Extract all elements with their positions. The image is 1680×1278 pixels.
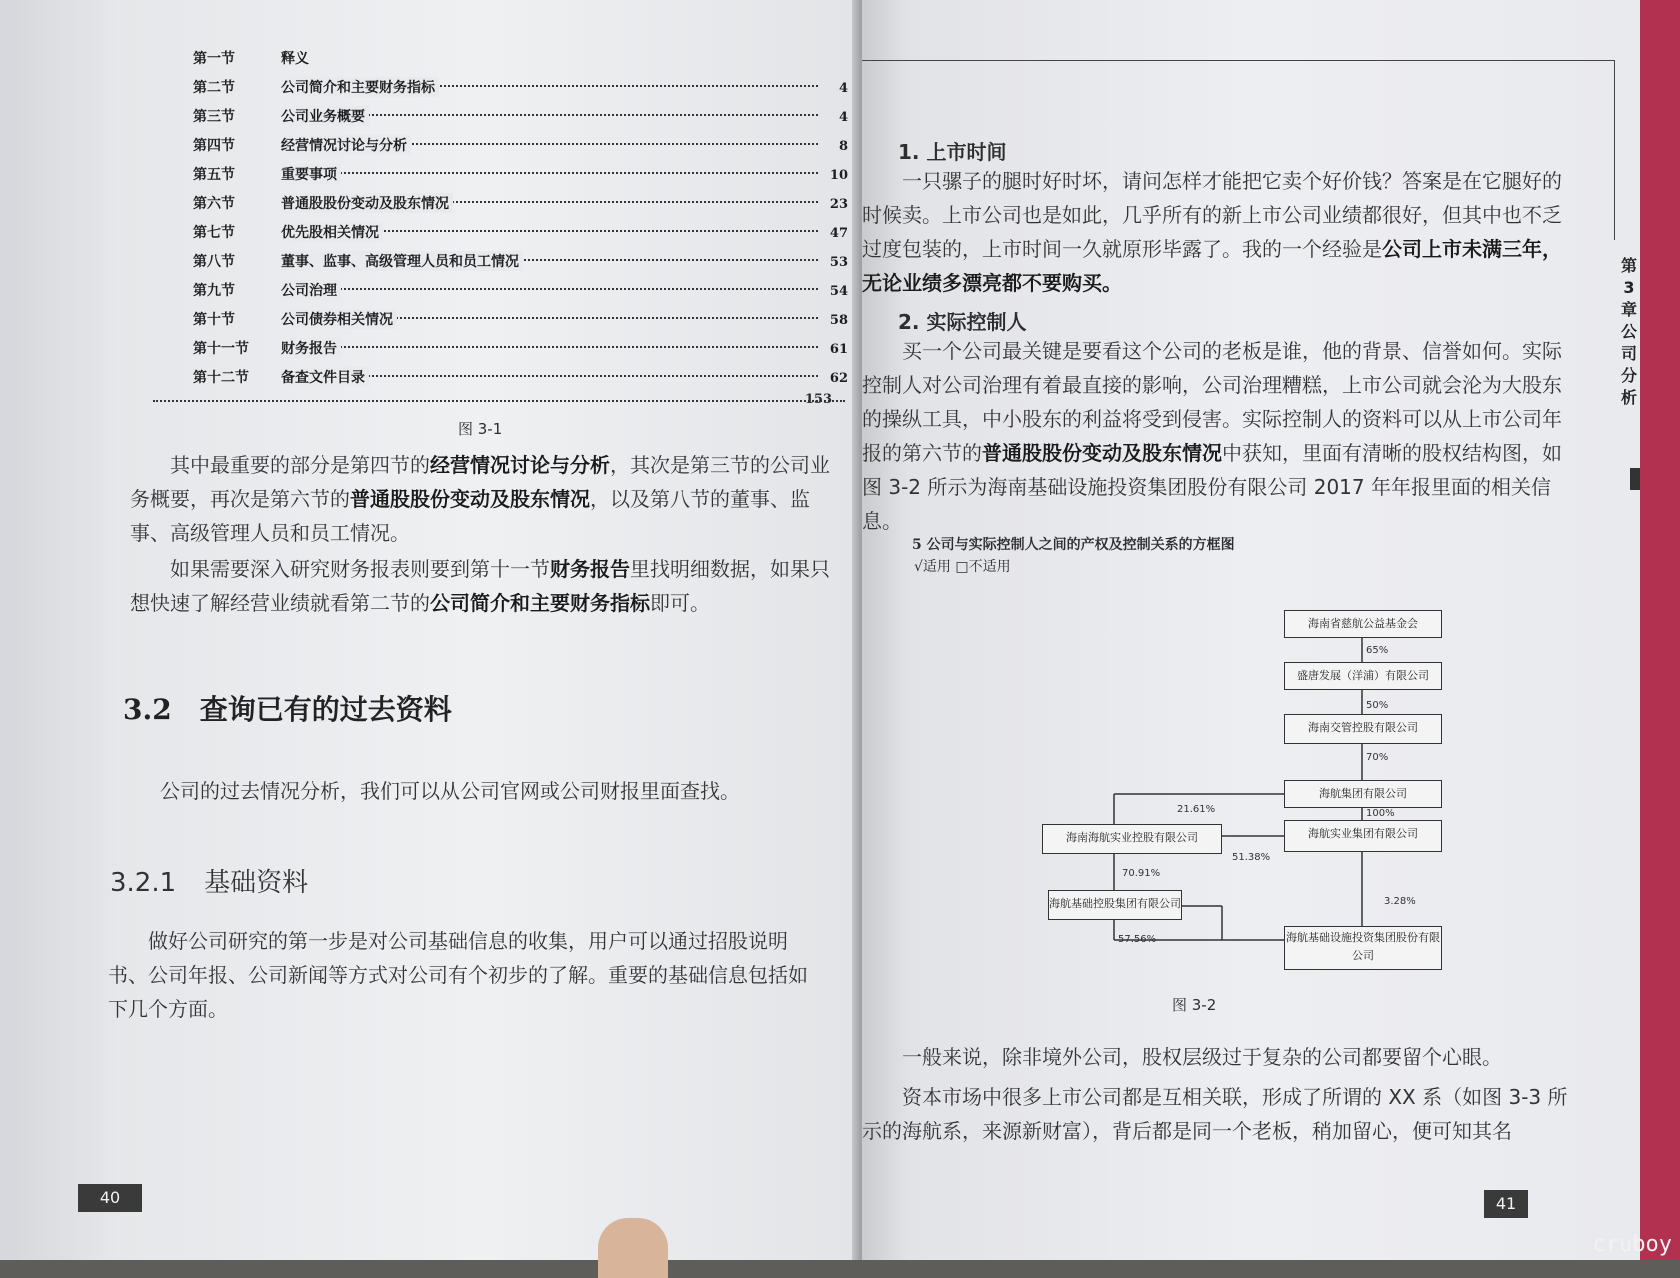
toc-page-number: 10: [829, 168, 848, 183]
chapter-side-tab: 第3章 公司分析: [1620, 256, 1637, 407]
side-rule: [1614, 60, 1615, 240]
bold-text: 公司简介和主要财务指标: [430, 591, 650, 615]
toc-page-number: 8: [838, 139, 848, 154]
watermark: cruboy: [1592, 1232, 1672, 1257]
section-heading: [123, 688, 452, 728]
toc-section-number: 第八节: [193, 254, 235, 270]
toc-row: [193, 309, 848, 337]
text: 一只骡子的腿时好时坏，请问怎样才能把它卖个好价钱？答案是在它腿好的时候卖。上市公司也是如此，几乎所有的新上市公司业绩都很好，但其中也不乏过度包装的，上市时间一久就原形毕露了。我的一个经验是: [862, 169, 1562, 261]
toc-section-title: 普通股股份变动及股东情况: [281, 193, 453, 213]
subsection-number: 3.2.1: [110, 868, 177, 898]
text: ，其次是第三节的公司业务概要，再次是第六节的: [130, 453, 830, 511]
pct-label: 70%: [1366, 752, 1389, 763]
toc-page-number: 54: [829, 284, 848, 299]
toc-page-number: 53: [829, 255, 848, 270]
paragraph-most-important: [130, 448, 830, 550]
thumb-index-mark: [1630, 468, 1640, 490]
pct-label: 70.91%: [1122, 868, 1161, 879]
toc-section-title: 公司债券相关情况: [281, 309, 397, 329]
toc-leader: [281, 172, 818, 174]
toc-section-title: 公司治理: [281, 280, 341, 300]
toc-section-title: 财务报告: [281, 338, 341, 358]
pct-label: 57.56%: [1118, 934, 1157, 945]
paragraph-financial-report: [130, 552, 830, 620]
heading-controller: 2. 实际控制人: [898, 310, 1027, 334]
toc-row: [193, 367, 848, 395]
toc-section-title: 释义: [281, 51, 309, 67]
bold-text: 经营情况讨论与分析: [430, 453, 610, 477]
ownership-diagram-lines: [862, 590, 1602, 990]
paragraph-basic-info: 做好公司研究的第一步是对公司基础信息的收集，用户可以通过招股说明书、公司年报、公司新闻等方式对公司有个初步的了解。重要的基础信息包括如下几个方面。: [108, 929, 808, 1021]
toc-final-leader: [153, 400, 845, 402]
entity-box: 海航基础设施投资集团股份有限公司: [1284, 926, 1442, 970]
reader-thumb: [598, 1218, 668, 1278]
toc-page-number: 23: [829, 197, 848, 212]
paragraph-complex-equity: 一般来说，除非境外公司，股权层级过于复杂的公司都要留个心眼。: [902, 1045, 1502, 1069]
header-rule: [862, 60, 1614, 61]
subsection-heading: [110, 862, 308, 899]
text: 中获知，里面有清晰的股权结构图，如图 3-2 所示为海南基础设施投资集团股份有限公司 2017 年年报里面的相关信息。: [862, 441, 1562, 533]
bold-text: 普通股股份变动及股东情况: [350, 487, 590, 511]
subsection-title: 基础资料: [204, 868, 309, 898]
toc-row: [193, 48, 848, 76]
toc-row: [193, 280, 848, 308]
bold-text: 公司上市未满三年，无论业绩多漂亮都不要购买。: [862, 237, 1562, 295]
entity-box: 海航集团有限公司: [1284, 780, 1442, 808]
section-intro: 公司的过去情况分析，我们可以从公司官网或公司财报里面查找。: [160, 779, 740, 803]
text: ，以及第八节的董事、监事、高级管理人员和员工情况。: [130, 487, 810, 545]
entity-box: 海南海航实业控股有限公司: [1042, 824, 1222, 854]
paragraph-controller: [862, 334, 1578, 538]
heading-listing-time: 1. 上市时间: [898, 140, 1007, 164]
toc-page-number: 4: [838, 110, 848, 125]
bold-text: 财务报告: [550, 557, 630, 581]
paragraph-capital-market: 资本市场中很多上市公司都是互相关联，形成了所谓的 XX 系（如图 3-3 所示的海航系，来源新财富），背后都是同一个老板，稍加留心，便可知其名: [862, 1085, 1568, 1143]
applicable-checkbox: √适用 □不适用: [914, 559, 1011, 575]
toc-row: [193, 251, 848, 279]
entity-box: 海南交管控股有限公司: [1284, 714, 1442, 744]
toc-row: [193, 193, 848, 221]
figure-heading: 5 公司与实际控制人之间的产权及控制关系的方框图: [912, 537, 1235, 553]
toc-row: [193, 135, 848, 163]
toc-leader: [281, 288, 818, 290]
toc-row: [193, 77, 848, 105]
pct-label: 100%: [1366, 808, 1395, 819]
toc-section-title: 公司简介和主要财务指标: [281, 77, 439, 97]
toc-page-number: 61: [829, 342, 848, 357]
section-number: 3.2: [123, 693, 172, 726]
paragraph-listing-time: [862, 164, 1578, 300]
entity-box: 海航实业集团有限公司: [1284, 820, 1442, 852]
entity-box: 盛唐发展（洋浦）有限公司: [1284, 662, 1442, 690]
bold-text: 普通股股份变动及股东情况: [982, 441, 1222, 465]
toc-section-number: 第六节: [193, 196, 235, 212]
toc-section-number: 第五节: [193, 167, 235, 183]
toc-section-number: 第七节: [193, 225, 235, 241]
toc-section-number: 第九节: [193, 283, 235, 299]
toc-row: [193, 222, 848, 250]
toc-row: [193, 164, 848, 192]
toc-section-title: 公司业务概要: [281, 106, 369, 126]
toc-section-number: 第十一节: [193, 341, 249, 357]
right-page: [862, 0, 1640, 1260]
toc-section-title: 备查文件目录: [281, 367, 369, 387]
toc-page-number: 58: [829, 313, 848, 328]
toc-section-title: 经营情况讨论与分析: [281, 135, 411, 155]
toc-row: [193, 106, 848, 134]
toc-section-number: 第二节: [193, 80, 235, 96]
text: 其中最重要的部分是第四节的: [170, 453, 430, 477]
toc-section-title: 优先股相关情况: [281, 222, 383, 242]
toc-leader: [281, 346, 818, 348]
toc-section-number: 第三节: [193, 109, 235, 125]
toc-section-number: 第十二节: [193, 370, 249, 386]
toc-page-number: 47: [829, 226, 848, 241]
left-page: [18, 0, 860, 1260]
book-cover-edge: [1640, 0, 1680, 1260]
toc-section-number: 第十节: [193, 312, 235, 328]
toc-section-title: 重要事项: [281, 164, 341, 184]
text: 即可。: [650, 591, 710, 615]
pct-label: 3.28%: [1384, 896, 1416, 907]
entity-box: 海航基础控股集团有限公司: [1048, 890, 1182, 920]
pct-label: 51.38%: [1232, 852, 1271, 863]
toc-page-number: 62: [829, 371, 848, 386]
toc-final-page: 153: [804, 392, 832, 407]
page-number-left: 40: [78, 1184, 142, 1212]
toc-section-number: 第一节: [193, 51, 235, 67]
figure-3-2-caption: 图 3-2: [1172, 996, 1217, 1014]
section-title: 查询已有的过去资料: [199, 693, 452, 726]
entity-box: 海南省慈航公益基金会: [1284, 610, 1442, 638]
text: 买一个公司最关键是要看这个公司的老板是谁，他的背景、信誉如何。实际控制人对公司治理有着最直接的影响，公司治理糟糕，上市公司就会沦为大股东的操纵工具，中小股东的利益将受到侵害。实际控制人的资料可以从上市公司年报的第六节的: [862, 339, 1562, 465]
text: 如果需要深入研究财务报表则要到第十一节: [170, 557, 550, 581]
toc-section-title: 董事、监事、高级管理人员和员工情况: [281, 251, 523, 271]
figure-3-1-caption: 图 3-1: [458, 420, 503, 438]
toc-page-number: 4: [838, 81, 848, 96]
toc-section-number: 第四节: [193, 138, 235, 154]
text: 里找明细数据，如果只想快速了解经营业绩就看第二节的: [130, 557, 830, 615]
page-number-right: 41: [1484, 1190, 1528, 1218]
toc-row: [193, 338, 848, 366]
pct-label: 65%: [1366, 645, 1389, 656]
pct-label: 21.61%: [1177, 804, 1216, 815]
pct-label: 50%: [1366, 700, 1389, 711]
